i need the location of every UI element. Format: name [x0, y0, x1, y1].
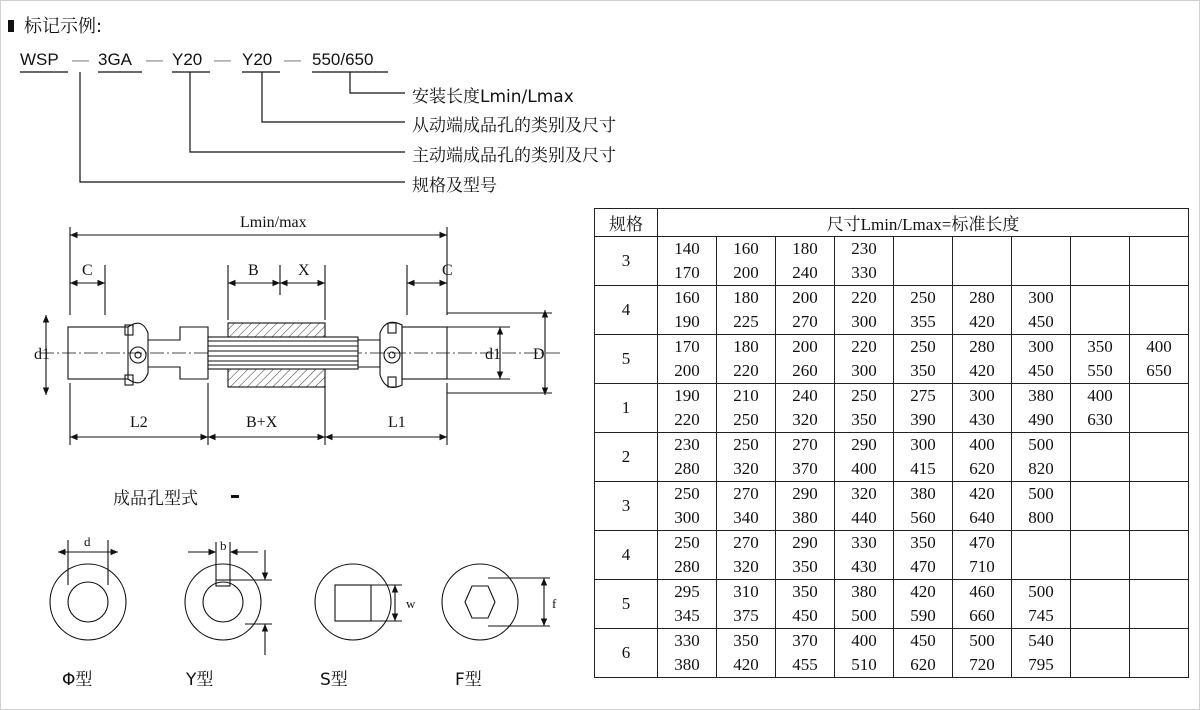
length-min: 500 — [969, 631, 995, 650]
length-max: 500 — [851, 606, 877, 625]
spec-cell: 6 — [595, 629, 658, 678]
length-cell — [894, 580, 953, 629]
length-min: 300 — [910, 435, 936, 454]
length-min: 250 — [674, 484, 700, 503]
length-cell — [776, 384, 835, 433]
length-cell — [1130, 531, 1189, 580]
length-cell — [717, 482, 776, 531]
length-cell — [1071, 629, 1130, 678]
length-cell — [953, 580, 1012, 629]
length-max: 800 — [1028, 508, 1054, 527]
length-max: 345 — [674, 606, 700, 625]
length-min: 350 — [1087, 337, 1113, 356]
mark-part-spec: 3GA — [98, 50, 133, 69]
length-max: 375 — [733, 606, 759, 625]
length-cell — [658, 384, 717, 433]
length-max: 440 — [851, 508, 877, 527]
length-cell — [717, 531, 776, 580]
dim-bx-label: B+X — [246, 414, 278, 431]
length-cell — [953, 482, 1012, 531]
length-max: 590 — [910, 606, 936, 625]
length-min: 350 — [792, 582, 818, 601]
length-min: 500 — [1028, 582, 1054, 601]
length-min: 275 — [910, 386, 936, 405]
length-cell — [1012, 531, 1071, 580]
length-cell — [776, 531, 835, 580]
length-max: 330 — [851, 263, 877, 282]
length-cell — [953, 335, 1012, 384]
mark-part-length: 550/650 — [312, 50, 374, 69]
bore-phi-dim: d — [84, 534, 91, 549]
length-max: 400 — [851, 459, 877, 478]
length-cell — [776, 286, 835, 335]
length-min: 400 — [1087, 386, 1113, 405]
length-cell — [1012, 629, 1071, 678]
length-min: 350 — [733, 631, 759, 650]
length-max: 270 — [792, 312, 818, 331]
length-cell — [717, 384, 776, 433]
length-cell — [953, 286, 1012, 335]
length-cell — [835, 629, 894, 678]
length-cell — [953, 433, 1012, 482]
length-min: 420 — [910, 582, 936, 601]
length-min: 190 — [674, 386, 700, 405]
length-min: 180 — [733, 337, 759, 356]
marking-leader-lines — [0, 0, 700, 200]
mark-part-model: WSP — [20, 50, 59, 69]
length-min: 450 — [910, 631, 936, 650]
length-max: 795 — [1028, 655, 1054, 674]
length-max: 200 — [733, 263, 759, 282]
callout-driven-bore: 从动端成品孔的类别及尺寸 — [412, 116, 616, 136]
dim-D-label: D — [533, 346, 545, 363]
length-max: 240 — [792, 263, 818, 282]
length-cell — [894, 335, 953, 384]
dim-c-right-label: C — [442, 262, 453, 279]
table-row — [595, 286, 1189, 335]
length-cell — [776, 629, 835, 678]
bore-y-shape — [185, 542, 272, 655]
length-cell — [835, 286, 894, 335]
length-min: 160 — [674, 288, 700, 307]
length-min: 300 — [1028, 288, 1054, 307]
mark-part-driven-bore: Y20 — [242, 50, 273, 69]
length-min: 400 — [1146, 337, 1172, 356]
length-cell — [776, 237, 835, 286]
length-max: 355 — [910, 312, 936, 331]
length-max: 320 — [733, 459, 759, 478]
length-min: 230 — [674, 435, 700, 454]
length-min: 540 — [1028, 631, 1054, 650]
length-max: 450 — [1028, 312, 1054, 331]
length-max: 820 — [1028, 459, 1054, 478]
length-cell — [717, 433, 776, 482]
length-max: 280 — [674, 459, 700, 478]
bore-phi-shape — [50, 540, 126, 640]
length-max: 340 — [733, 508, 759, 527]
length-max: 420 — [733, 655, 759, 674]
length-min: 370 — [792, 631, 818, 650]
length-cell — [953, 384, 1012, 433]
length-max: 200 — [674, 361, 700, 380]
length-min: 350 — [910, 533, 936, 552]
length-min: 210 — [733, 386, 759, 405]
length-min: 200 — [792, 288, 818, 307]
length-max: 490 — [1028, 410, 1054, 429]
length-cell — [1071, 335, 1130, 384]
length-cell — [835, 237, 894, 286]
spec-cell: 3 — [595, 237, 658, 286]
dim-d1-left-label: d1 — [34, 346, 50, 363]
bore-s-label: S型 — [320, 670, 348, 690]
length-min: 250 — [851, 386, 877, 405]
length-cell — [894, 482, 953, 531]
length-max: 300 — [674, 508, 700, 527]
length-cell — [1130, 384, 1189, 433]
bore-y-dim: b — [220, 538, 227, 553]
bore-type-drawings — [40, 530, 580, 665]
length-min: 180 — [733, 288, 759, 307]
length-max: 390 — [910, 410, 936, 429]
spec-cell: 5 — [595, 580, 658, 629]
length-cell — [658, 629, 717, 678]
length-cell — [835, 335, 894, 384]
length-min: 500 — [1028, 484, 1054, 503]
dim-d1-right-label: d1 — [485, 346, 501, 363]
length-cell — [1012, 286, 1071, 335]
length-min: 270 — [733, 484, 759, 503]
callout-drive-bore: 主动端成品孔的类别及尺寸 — [412, 146, 616, 166]
length-max: 620 — [969, 459, 995, 478]
length-min: 420 — [969, 484, 995, 503]
length-cell — [1130, 629, 1189, 678]
length-max: 380 — [792, 508, 818, 527]
length-cell — [1071, 384, 1130, 433]
table-row — [595, 482, 1189, 531]
length-cell — [1012, 433, 1071, 482]
length-cell — [1071, 286, 1130, 335]
length-max: 550 — [1087, 361, 1113, 380]
length-max: 220 — [674, 410, 700, 429]
length-cell — [953, 237, 1012, 286]
length-max: 630 — [1087, 410, 1113, 429]
length-max: 280 — [674, 557, 700, 576]
length-cell — [776, 482, 835, 531]
length-cell — [1012, 335, 1071, 384]
length-max: 430 — [969, 410, 995, 429]
length-min: 270 — [792, 435, 818, 454]
length-max: 430 — [851, 557, 877, 576]
length-max: 660 — [969, 606, 995, 625]
mark-dash: — — [284, 50, 301, 69]
length-cell — [658, 335, 717, 384]
length-max: 620 — [910, 655, 936, 674]
length-max: 450 — [1028, 361, 1054, 380]
length-max: 170 — [674, 263, 700, 282]
length-cell — [1130, 335, 1189, 384]
length-cell — [1012, 482, 1071, 531]
length-min: 290 — [792, 533, 818, 552]
length-max: 470 — [910, 557, 936, 576]
length-max: 450 — [792, 606, 818, 625]
length-cell — [776, 335, 835, 384]
length-cell — [1012, 384, 1071, 433]
length-table — [594, 208, 1189, 678]
mark-dash: — — [72, 50, 89, 69]
length-cell — [717, 629, 776, 678]
length-min: 250 — [674, 533, 700, 552]
length-min: 320 — [851, 484, 877, 503]
bore-y-label: Y型 — [186, 670, 214, 690]
length-min: 230 — [851, 239, 877, 258]
bore-s-shape — [315, 564, 402, 640]
table-body — [595, 237, 1189, 678]
dim-x-label: X — [298, 262, 310, 279]
length-max: 300 — [851, 312, 877, 331]
length-cell — [658, 237, 717, 286]
length-cell — [1071, 580, 1130, 629]
length-cell — [894, 629, 953, 678]
length-min: 250 — [910, 288, 936, 307]
length-cell — [658, 433, 717, 482]
mark-dash: — — [214, 50, 231, 69]
bore-types-title: 成品孔型式 — [113, 489, 198, 509]
length-cell — [1130, 580, 1189, 629]
table-row — [595, 384, 1189, 433]
length-cell — [717, 580, 776, 629]
spec-cell: 2 — [595, 433, 658, 482]
dim-overall-label: Lmin/max — [240, 214, 307, 231]
length-min: 295 — [674, 582, 700, 601]
length-cell — [1130, 433, 1189, 482]
length-cell — [953, 531, 1012, 580]
spec-cell: 4 — [595, 531, 658, 580]
table-row — [595, 433, 1189, 482]
length-cell — [894, 286, 953, 335]
length-min: 280 — [969, 337, 995, 356]
title-dash — [231, 495, 239, 498]
coupling-drawing — [30, 205, 575, 450]
table-row — [595, 531, 1189, 580]
dim-b-label: B — [248, 262, 259, 279]
table-row — [595, 237, 1189, 286]
length-min: 470 — [969, 533, 995, 552]
length-cell — [835, 531, 894, 580]
length-min: 290 — [851, 435, 877, 454]
length-max: 350 — [792, 557, 818, 576]
length-cell — [835, 580, 894, 629]
length-min: 380 — [1028, 386, 1054, 405]
length-max: 250 — [733, 410, 759, 429]
length-min: 310 — [733, 582, 759, 601]
length-cell — [1130, 286, 1189, 335]
length-min: 180 — [792, 239, 818, 258]
length-cell — [953, 629, 1012, 678]
section-title: 标记示例: — [24, 16, 103, 37]
length-min: 400 — [969, 435, 995, 454]
length-cell — [1071, 531, 1130, 580]
bore-phi-label: Φ型 — [62, 670, 93, 690]
spec-cell: 5 — [595, 335, 658, 384]
length-max: 190 — [674, 312, 700, 331]
length-min: 250 — [910, 337, 936, 356]
length-max: 560 — [910, 508, 936, 527]
bore-f-shape — [442, 564, 550, 640]
length-max: 510 — [851, 655, 877, 674]
mark-dash: — — [146, 50, 163, 69]
length-cell — [717, 237, 776, 286]
length-cell — [1130, 237, 1189, 286]
table-row — [595, 580, 1189, 629]
bore-s-dim: w — [406, 596, 416, 611]
length-min: 300 — [1028, 337, 1054, 356]
length-max: 260 — [792, 361, 818, 380]
length-min: 330 — [851, 533, 877, 552]
length-max: 455 — [792, 655, 818, 674]
length-max: 320 — [792, 410, 818, 429]
length-min: 220 — [851, 288, 877, 307]
callout-spec-model: 规格及型号 — [412, 176, 497, 196]
length-min: 380 — [910, 484, 936, 503]
length-cell — [835, 482, 894, 531]
length-cell — [894, 433, 953, 482]
length-cell — [835, 384, 894, 433]
length-cell — [776, 580, 835, 629]
length-min: 300 — [969, 386, 995, 405]
table-row — [595, 335, 1189, 384]
length-min: 160 — [733, 239, 759, 258]
spec-cell: 3 — [595, 482, 658, 531]
length-cell — [894, 237, 953, 286]
dim-l2-label: L2 — [130, 414, 148, 431]
length-min: 270 — [733, 533, 759, 552]
length-cell — [717, 286, 776, 335]
length-max: 225 — [733, 312, 759, 331]
length-cell — [835, 433, 894, 482]
length-cell — [1012, 237, 1071, 286]
table-header-spec: 规格 — [595, 209, 658, 237]
length-max: 350 — [851, 410, 877, 429]
dim-c-left-label: C — [82, 262, 93, 279]
length-max: 380 — [674, 655, 700, 674]
length-max: 350 — [910, 361, 936, 380]
length-cell — [1071, 482, 1130, 531]
length-max: 745 — [1028, 606, 1054, 625]
length-max: 420 — [969, 312, 995, 331]
length-cell — [658, 286, 717, 335]
length-cell — [894, 531, 953, 580]
table-row — [595, 629, 1189, 678]
length-min: 250 — [733, 435, 759, 454]
length-cell — [658, 482, 717, 531]
length-max: 720 — [969, 655, 995, 674]
length-min: 200 — [792, 337, 818, 356]
length-max: 420 — [969, 361, 995, 380]
length-max: 640 — [969, 508, 995, 527]
bore-f-dim: f — [552, 596, 557, 611]
length-cell — [658, 580, 717, 629]
length-min: 500 — [1028, 435, 1054, 454]
length-cell — [717, 335, 776, 384]
length-min: 220 — [851, 337, 877, 356]
length-min: 290 — [792, 484, 818, 503]
spec-cell: 1 — [595, 384, 658, 433]
length-cell — [1071, 237, 1130, 286]
length-min: 280 — [969, 288, 995, 307]
length-min: 380 — [851, 582, 877, 601]
dim-l1-label: L1 — [388, 414, 406, 431]
length-min: 140 — [674, 239, 700, 258]
length-cell — [1130, 482, 1189, 531]
length-cell — [1012, 580, 1071, 629]
length-max: 370 — [792, 459, 818, 478]
length-min: 170 — [674, 337, 700, 356]
length-max: 320 — [733, 557, 759, 576]
mark-part-drive-bore: Y20 — [172, 50, 203, 69]
length-cell — [1071, 433, 1130, 482]
length-cell — [658, 531, 717, 580]
length-min: 240 — [792, 386, 818, 405]
length-max: 415 — [910, 459, 936, 478]
length-min: 460 — [969, 582, 995, 601]
callout-install-length: 安装长度Lmin/Lmax — [412, 87, 574, 107]
table-header-length: 尺寸Lmin/Lmax=标准长度 — [658, 209, 1189, 237]
length-max: 300 — [851, 361, 877, 380]
length-max: 220 — [733, 361, 759, 380]
length-min: 330 — [674, 631, 700, 650]
length-cell — [894, 384, 953, 433]
length-cell — [776, 433, 835, 482]
bore-f-label: F型 — [455, 670, 482, 690]
length-max: 650 — [1146, 361, 1172, 380]
length-min: 400 — [851, 631, 877, 650]
spec-cell: 4 — [595, 286, 658, 335]
length-max: 710 — [969, 557, 995, 576]
